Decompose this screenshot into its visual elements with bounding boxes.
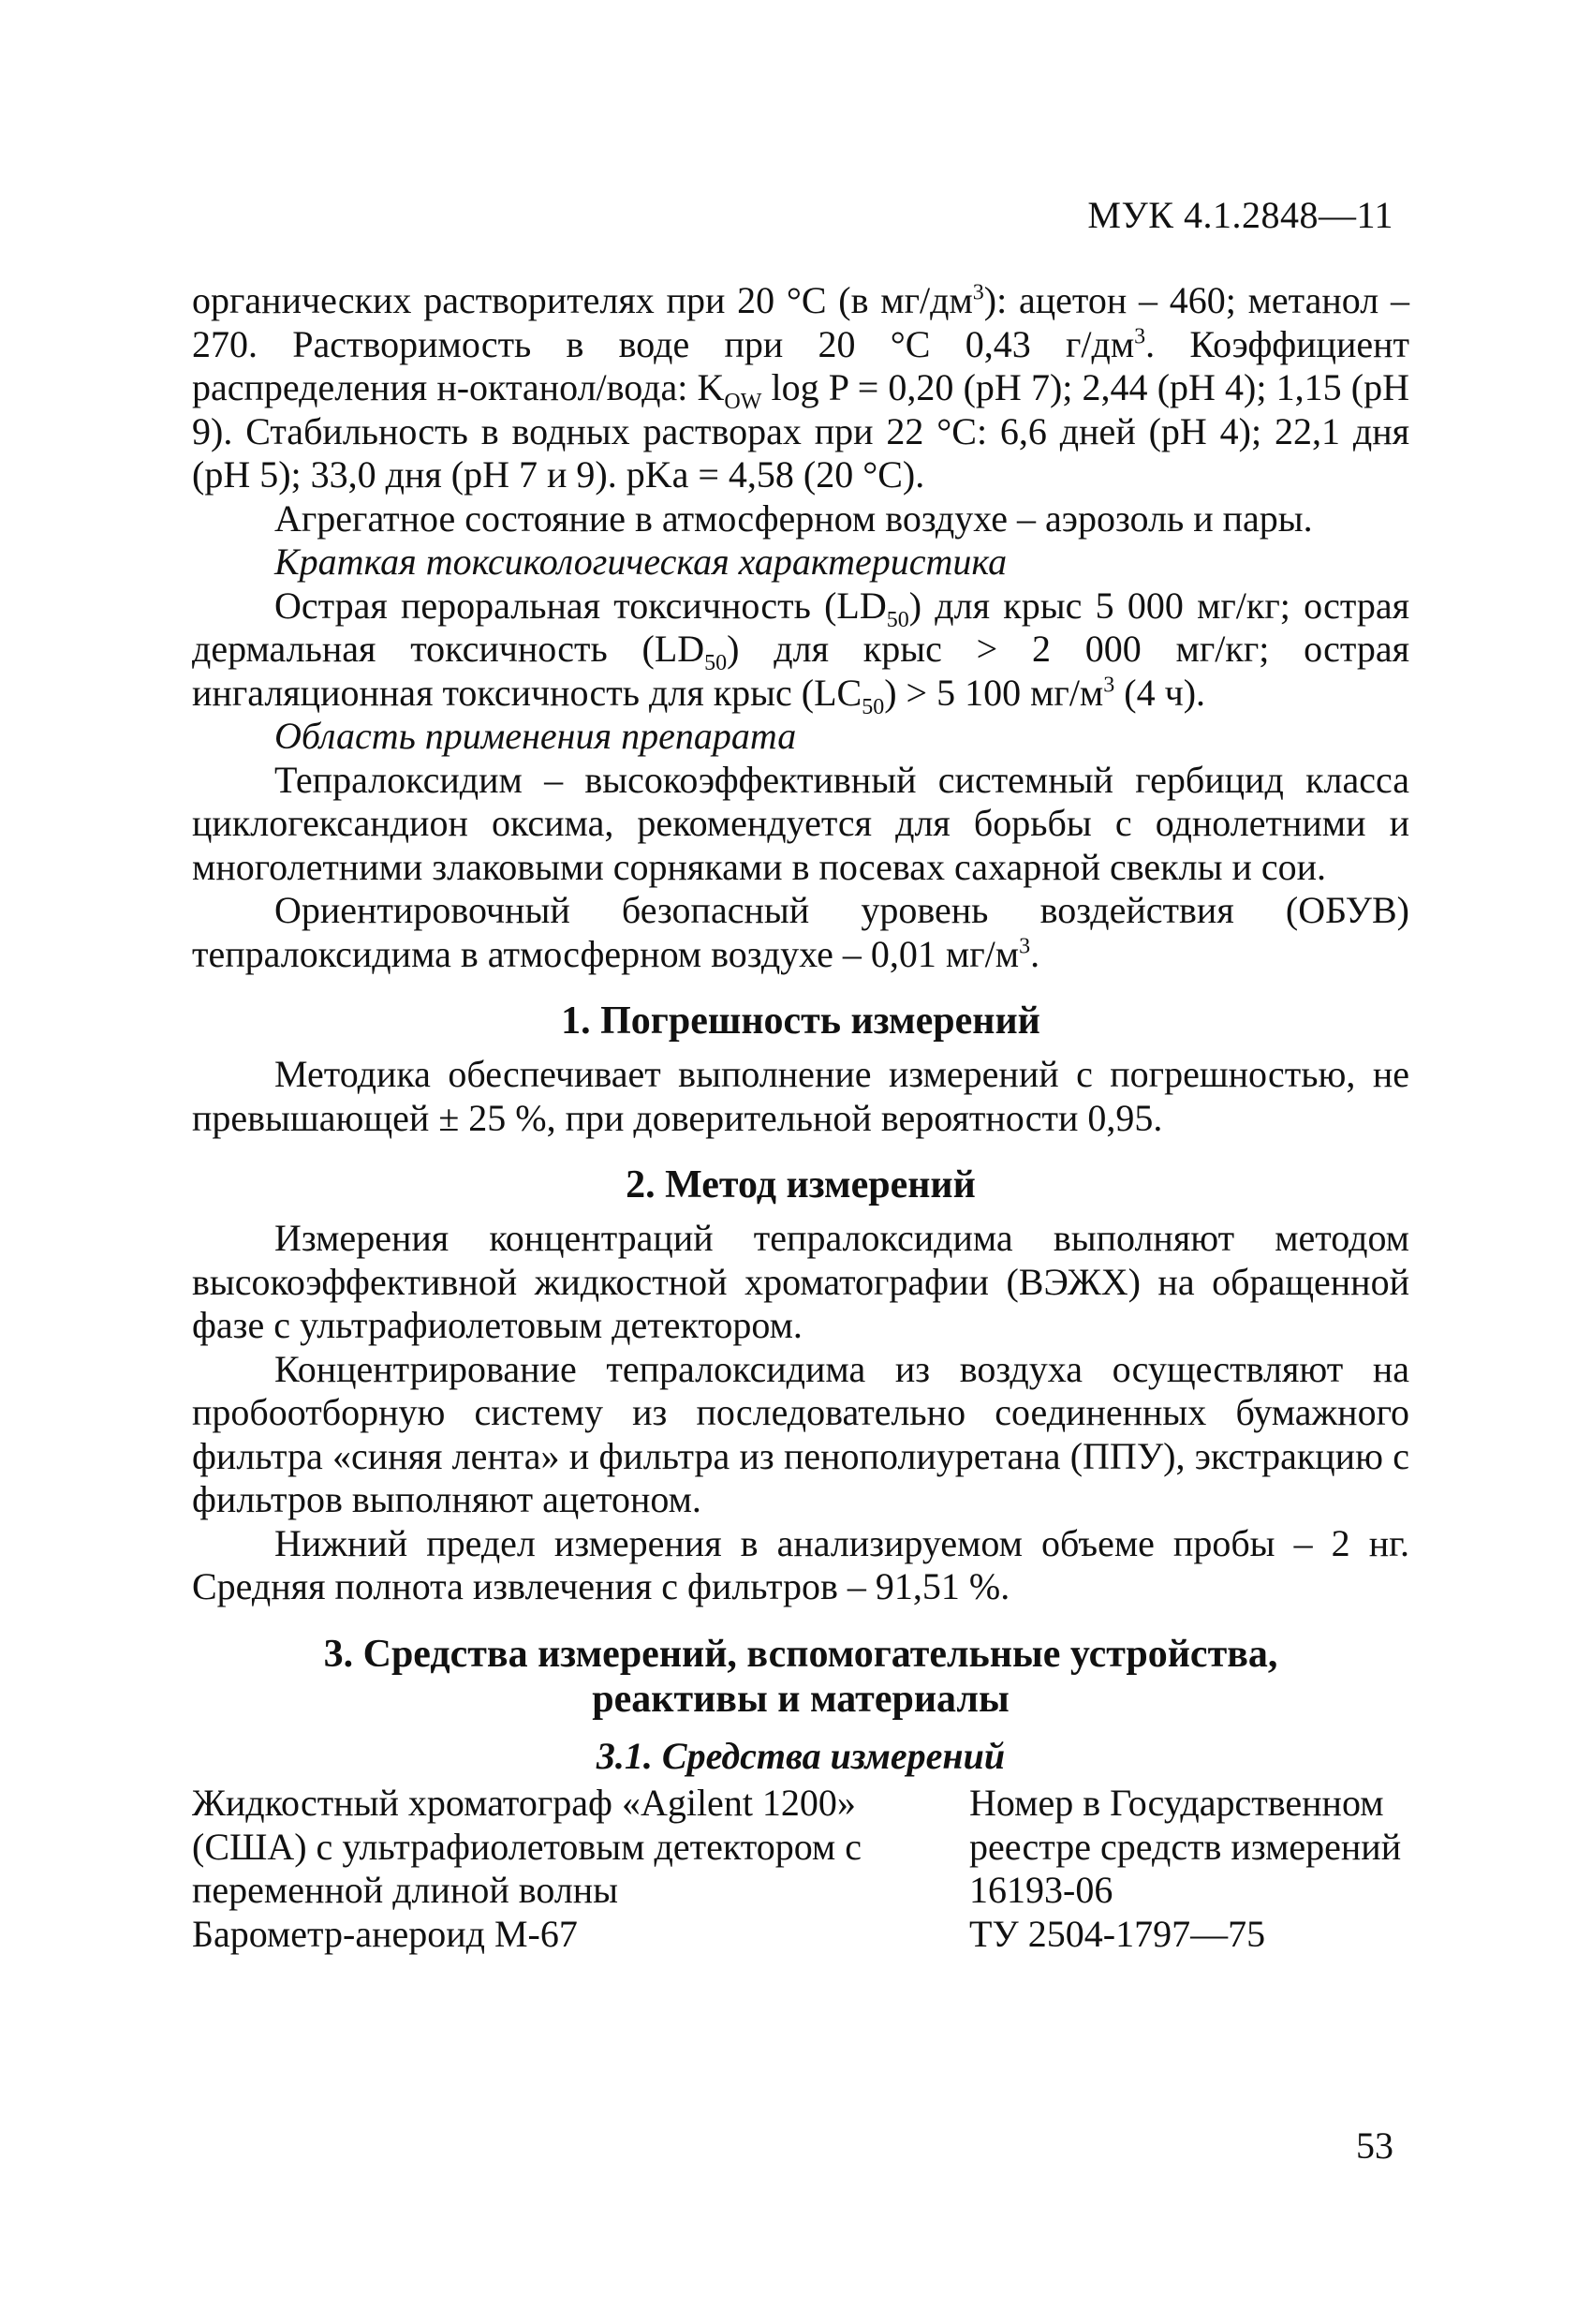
page-number: 53 xyxy=(1356,2124,1393,2167)
body-text xyxy=(192,279,1409,1956)
text-run: ): ацетон – 460; метанол – 270. Растворимость в воде при 20 °С 0,43 г/дм xyxy=(192,279,1409,365)
instrument-registry: ТУ 2504-1797—75 xyxy=(969,1912,1266,1955)
text-run: Ориентировочный безопасный уровень воздействия (ОБУВ) тепралоксидима в атмосферном воздухе – 0,01 мг/м xyxy=(192,889,1409,975)
section-2-paragraph-2: Концентрирование тепралоксидима из воздуха осуществляют на пробоотборную систему из последовательно соединенных бумажного фильтра «синяя лента» и фильтра из пенополиуретана (ППУ), экстракцию с фильтров выполняют ацетоном. xyxy=(192,1347,1409,1520)
subscript: OW xyxy=(724,390,762,414)
solubility-paragraph xyxy=(192,279,1409,497)
text-run: log P = 0,20 (pH 7); 2,44 (pH 4); 1,15 (pH 9). Стабильность в водных растворах при 22 °С: 6,6 дней (pH 4); 22,1 дня (pH 5); 33,0 дня (pH 7 и 9). pKa = 4,58 (20 °С). xyxy=(192,366,1410,496)
instrument-name: Барометр-анероид М-67 xyxy=(192,1912,578,1955)
text-run: Острая пероральная токсичность (LD xyxy=(274,584,887,627)
instrument-name: Жидкостный хроматограф «Agilent 1200» (США) с ультрафиолетовым детектором с переменной длиной волны xyxy=(192,1782,862,1911)
application-paragraph: Тепралоксидим – высокоэффективный системный гербицид класса циклогександион оксима, рекомендуется для борьбы с однолетними и многолетними злаковыми сорняками в посевах сахарной свеклы и сои. xyxy=(192,758,1409,888)
section-2-paragraph-1: Измерения концентраций тепралоксидима выполняют методом высокоэффективной жидкостной хроматографии (ВЭЖХ) на обращенной фазе с ультрафиолетовым детектором. xyxy=(192,1217,1409,1346)
superscript: 3 xyxy=(1103,673,1115,698)
superscript: 3 xyxy=(1019,934,1031,959)
toxicology-paragraph xyxy=(192,584,1409,719)
text-run: ) для крыс > 2 000 мг/кг; острая ингаляционная токсичность для крыс (LC xyxy=(192,628,1409,714)
section-1-text: Методика обеспечивает выполнение измерений с погрешностью, не превышающей ± 25 %, при доверительной вероятности 0,95. xyxy=(192,1053,1409,1139)
text-run: . xyxy=(1030,932,1040,975)
text-run: ) для крыс 5 000 мг/кг; острая дермальная токсичность (LD xyxy=(192,584,1409,670)
section-3-title xyxy=(192,1632,1409,1722)
toxicology-heading: Краткая токсикологическая характеристика xyxy=(274,540,1008,583)
section-2-title: 2. Метод измерений xyxy=(626,1163,976,1206)
text-run: (4 ч). xyxy=(1114,671,1206,714)
text-run: . Коэффициент распределения н-октанол/вода: K xyxy=(192,322,1409,408)
application-heading: Область применения препарата xyxy=(274,715,797,757)
text-run: органических растворителях при 20 °С (в мг/дм xyxy=(192,279,973,321)
instrument-row xyxy=(192,1782,1409,1913)
instrument-registry: Номер в Государственном реестре средств измерений 16193-06 xyxy=(969,1782,1402,1911)
instrument-row xyxy=(192,1913,1409,1957)
superscript: 3 xyxy=(1134,324,1146,349)
subscript: 50 xyxy=(862,694,885,719)
section-2-paragraph-3: Нижний предел измерения в анализируемом объеме пробы – 2 нг. Средняя полнота извлечения с фильтров – 91,51 %. xyxy=(192,1521,1409,1607)
section-3-title-line-1: 3. Средства измерений, вспомогательные устройства, xyxy=(323,1632,1278,1676)
subscript: 50 xyxy=(704,651,728,675)
obuv-paragraph xyxy=(192,889,1409,976)
text-run: ) > 5 100 мг/м xyxy=(884,671,1104,714)
superscript: 3 xyxy=(972,280,984,305)
running-head: МУК 4.1.2848—11 xyxy=(1087,194,1393,236)
subscript: 50 xyxy=(886,607,909,632)
section-1-title: 1. Погрешность измерений xyxy=(561,999,1040,1043)
subsection-3-1-title: 3.1. Средства измерений xyxy=(596,1734,1006,1777)
section-3-title-line-2: реактивы и материалы xyxy=(592,1677,1010,1721)
aggregate-state-paragraph: Агрегатное состояние в атмосферном воздухе – аэрозоль и пары. xyxy=(274,496,1313,540)
